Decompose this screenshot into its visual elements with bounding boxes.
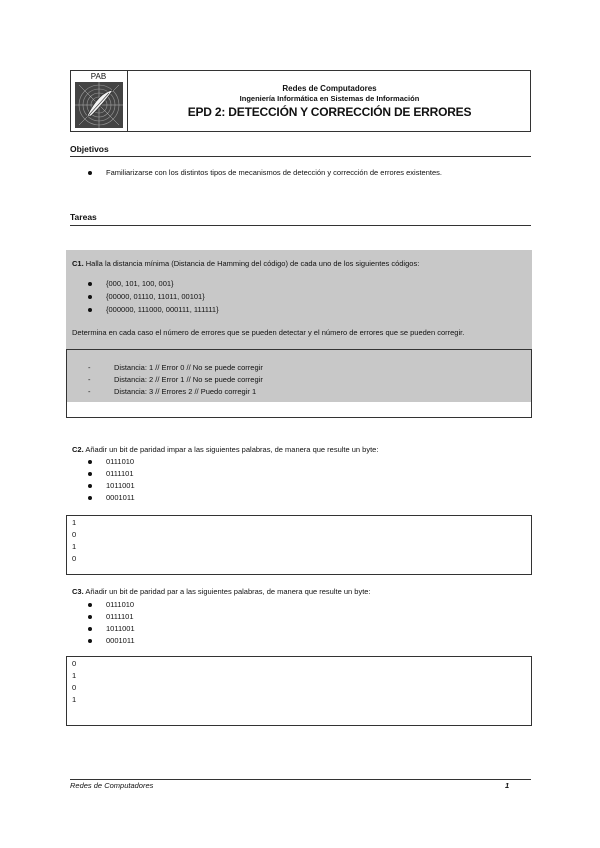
page-title: EPD 2: DETECCIÓN Y CORRECCIÓN DE ERRORES: [187, 105, 472, 119]
logo-label: PAB: [90, 72, 107, 81]
c1-answer-line: - Distancia: 2 // Error 1 // No se puede corregir: [88, 375, 263, 384]
list-item: 0111010: [88, 457, 134, 466]
header-subtitle: Ingeniería Informática en Sistemas de Información: [239, 94, 420, 103]
c1-question: C1. Halla la distancia mínima (Distancia de Hamming del código) de cada uno de los siguientes códigos:: [72, 259, 420, 268]
bullet-icon: [88, 472, 92, 476]
logo: [70, 70, 128, 132]
tareas-title: Tareas: [70, 212, 97, 222]
c1-answer-line: - Distancia: 3 // Errores 2 // Puedo corregir 1: [88, 387, 257, 396]
bullet-icon: [88, 627, 92, 631]
c1-answer-line: - Distancia: 1 // Error 0 // No se puede corregir: [88, 363, 263, 372]
c3-answer-line: 0: [72, 683, 77, 692]
list-item: 1011001: [88, 624, 135, 633]
divider: [70, 156, 531, 157]
bullet-icon: [88, 282, 92, 286]
page-number: 1: [505, 781, 510, 790]
divider: [70, 225, 531, 226]
c3-question: C3. Añadir un bit de paridad par a las siguientes palabras, de manera que resulte un byte:: [72, 587, 371, 596]
c2-answer-line: 1: [72, 518, 77, 527]
header-title: Redes de Computadores: [282, 84, 377, 93]
objetivos-title: Objetivos: [70, 144, 109, 154]
list-item: 1011001: [88, 481, 135, 490]
list-item: 0111101: [88, 612, 134, 621]
c2-question: C2. Añadir un bit de paridad impar a las siguientes palabras, de manera que resulte un byte:: [72, 445, 379, 454]
logo-emblem-icon: [75, 82, 123, 128]
c1-instruction: Determina en cada caso el número de errores que se pueden detectar y el número de errores que se pueden corregir.: [72, 328, 465, 337]
footer-divider: [70, 779, 531, 780]
bullet-icon: [88, 308, 92, 312]
c3-answer-line: 0: [72, 659, 77, 668]
c3-answer-line: 1: [72, 671, 77, 680]
list-item: {000000, 111000, 000111, 111111}: [88, 305, 219, 314]
bullet-icon: [88, 295, 92, 299]
c3-answer-box[interactable]: [66, 656, 532, 726]
c2-answer-box[interactable]: [66, 515, 532, 575]
c2-answer-line: 1: [72, 542, 77, 551]
c3-answer-line: 1: [72, 695, 77, 704]
footer-left: Redes de Computadores: [70, 781, 154, 790]
list-item: 0111010: [88, 600, 134, 609]
bullet-icon: [88, 615, 92, 619]
c2-answer-line: 0: [72, 554, 77, 563]
list-item: {000, 101, 100, 001}: [88, 279, 174, 288]
bullet-icon: [88, 460, 92, 464]
list-item: {00000, 01110, 11011, 00101}: [88, 292, 205, 301]
bullet-icon: [88, 171, 92, 175]
list-item: Familiarizarse con los distintos tipos de mecanismos de detección y corrección de errores existentes.: [88, 168, 442, 177]
list-item: 0001011: [88, 493, 135, 502]
bullet-icon: [88, 484, 92, 488]
bullet-icon: [88, 496, 92, 500]
bullet-icon: [88, 603, 92, 607]
bullet-icon: [88, 639, 92, 643]
list-item: 0001011: [88, 636, 135, 645]
c2-answer-line: 0: [72, 530, 77, 539]
list-item: 0111101: [88, 469, 134, 478]
